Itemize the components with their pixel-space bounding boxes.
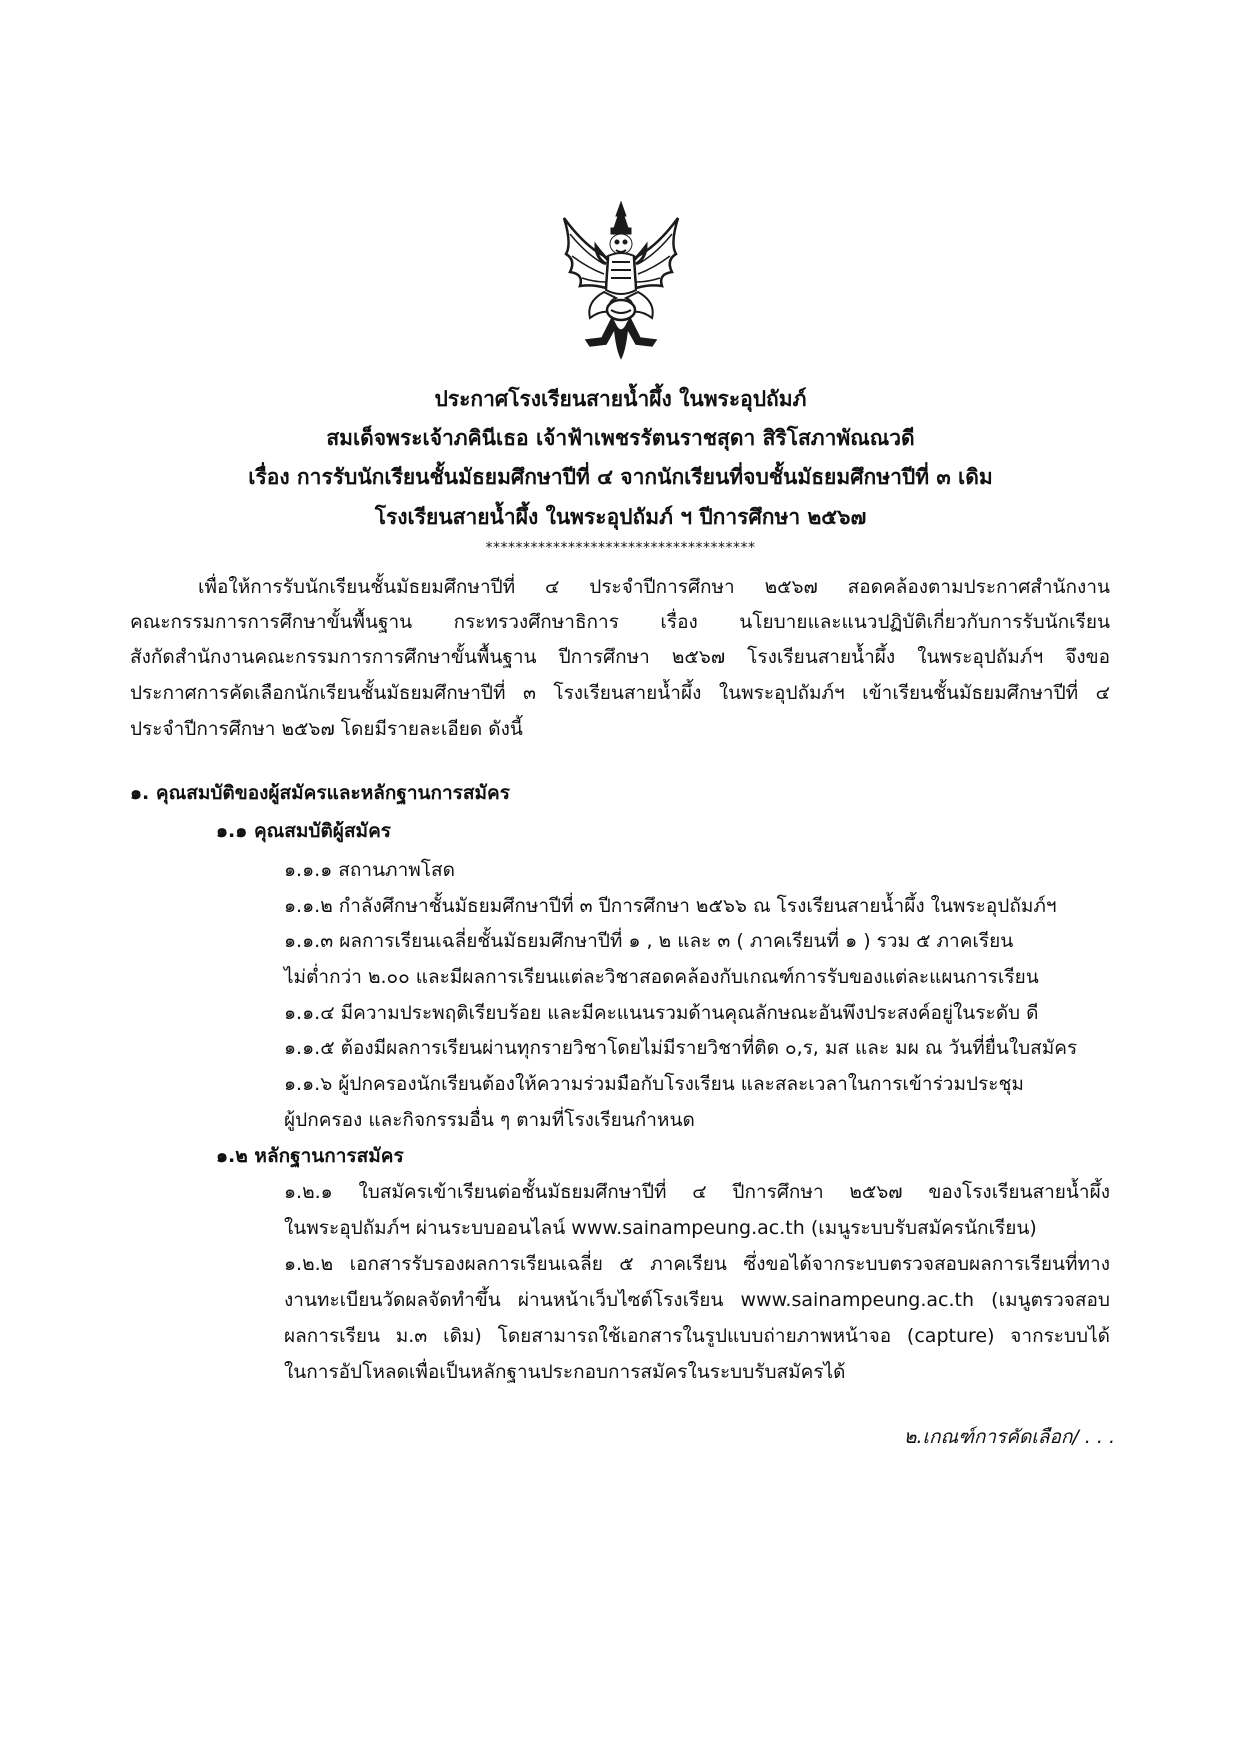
header-line-4: โรงเรียนสายน้ำผึ้ง ในพระอุปถัมภ์ ฯ ปีการศึกษา ๒๕๖๗	[374, 505, 867, 529]
qualification-3b: ไม่ต่ำกว่า ๒.๐๐ และมีผลการเรียนแต่ละวิชาสอดคล้องกับเกณฑ์การรับของแต่ละแผนการเรียน	[284, 966, 1039, 988]
evidence-2a: ๑.๒.๒ เอกสารรับรองผลการเรียนเฉลี่ย ๕ ภาคเรียน ซึ่งขอได้จากระบบตรวจสอบผลการเรียนที่ทาง	[284, 1253, 1110, 1275]
subsection-1-2-title: ๑.๒ หลักฐานการสมัคร	[216, 1145, 404, 1167]
intro-line-1: เพื่อให้การรับนักเรียนชั้นมัธยมศึกษาปีที่ ๔ ประจำปีการศึกษา ๒๕๖๗ สอดคล้องตามประกาศสำนักงาน	[198, 576, 1110, 598]
evidence-2d: ในการอัปโหลดเพื่อเป็นหลักฐานประกอบการสมัครในระบบรับสมัครได้	[284, 1361, 846, 1383]
header-line-1: ประกาศโรงเรียนสายน้ำผึ้ง ในพระอุปถัมภ์	[434, 387, 807, 411]
intro-line-5: ประจำปีการศึกษา ๒๕๖๗ โดยมีรายละเอียด ดังนี้	[130, 718, 523, 740]
intro-line-2: คณะกรรมการการศึกษาขั้นพื้นฐาน กระทรวงศึกษาธิการ เรื่อง นโยบายและแนวปฏิบัติเกี่ยวกับการรับนักเรียน	[130, 611, 1110, 633]
header-line-3: เรื่อง การรับนักเรียนชั้นมัธยมศึกษาปีที่ ๔ จากนักเรียนที่จบชั้นมัธยมศึกษาปีที่ ๓ เดิม	[248, 465, 993, 489]
intro-line-3: สังกัดสำนักงานคณะกรรมการการศึกษาขั้นพื้นฐาน ปีการศึกษา ๒๕๖๗ โรงเรียนสายน้ำผึ้ง ในพระอุปถัมภ์ฯ จึงขอ	[130, 646, 1110, 668]
garuda-emblem-icon	[556, 198, 686, 360]
intro-line-4: ประกาศการคัดเลือกนักเรียนชั้นมัธยมศึกษาปีที่ ๓ โรงเรียนสายน้ำผึ้ง ในพระอุปถัมภ์ฯ เข้าเรียนชั้นมัธยมศึกษาปีที่ ๔	[130, 682, 1110, 704]
header-line-2: สมเด็จพระเจ้าภคินีเธอ เจ้าฟ้าเพชรรัตนราชสุดา สิริโสภาพัณณวดี	[326, 426, 915, 450]
subsection-1-1-title: ๑.๑ คุณสมบัติผู้สมัคร	[216, 820, 391, 842]
qualification-5: ๑.๑.๕ ต้องมีผลการเรียนผ่านทุกรายวิชาโดยไม่มีรายวิชาที่ติด ๐,ร, มส และ มผ ณ วันที่ยื่นใบสมัคร	[284, 1037, 1078, 1059]
evidence-1b: ในพระอุปถัมภ์ฯ ผ่านระบบออนไลน์ www.sainampeung.ac.th (เมนูระบบรับสมัครนักเรียน)	[284, 1217, 1037, 1239]
qualification-2: ๑.๑.๒ กำลังศึกษาชั้นมัธยมศึกษาปีที่ ๓ ปีการศึกษา ๒๕๖๖ ณ โรงเรียนสายน้ำผึ้ง ในพระอุปถัมภ์ฯ	[284, 895, 1057, 917]
qualification-3a: ๑.๑.๓ ผลการเรียนเฉลี่ยชั้นมัธยมศึกษาปีที่ ๑ , ๒ และ ๓ ( ภาคเรียนที่ ๑ ) รวม ๕ ภาคเรียน	[284, 930, 1014, 952]
evidence-2b: งานทะเบียนวัดผลจัดทำขึ้น ผ่านหน้าเว็บไซต์โรงเรียน www.sainampeung.ac.th (เมนูตรวจสอบ	[284, 1289, 1110, 1311]
section-1-title: ๑. คุณสมบัติของผู้สมัครและหลักฐานการสมัคร	[130, 782, 510, 804]
evidence-2c: ผลการเรียน ม.๓ เดิม) โดยสามารถใช้เอกสารในรูปแบบถ่ายภาพหน้าจอ (capture) จากระบบได้	[284, 1325, 1110, 1347]
qualification-4: ๑.๑.๔ มีความประพฤติเรียบร้อย และมีคะแนนรวมด้านคุณลักษณะอันพึงประสงค์อยู่ในระดับ ดี	[284, 1002, 1039, 1024]
continued-next-page: ๒.เกณฑ์การคัดเลือก/ . . .	[903, 1426, 1115, 1448]
qualification-6a: ๑.๑.๖ ผู้ปกครองนักเรียนต้องให้ความร่วมมือกับโรงเรียน และสละเวลาในการเข้าร่วมประชุม	[284, 1073, 1024, 1095]
evidence-1a: ๑.๒.๑ ใบสมัครเข้าเรียนต่อชั้นมัธยมศึกษาปีที่ ๔ ปีการศึกษา ๒๕๖๗ ของโรงเรียนสายน้ำผึ้ง	[284, 1181, 1110, 1203]
qualification-1: ๑.๑.๑ สถานภาพโสด	[284, 859, 455, 881]
separator-stars: ************************************	[485, 540, 756, 556]
qualification-6b: ผู้ปกครอง และกิจกรรมอื่น ๆ ตามที่โรงเรียนกำหนด	[284, 1109, 695, 1131]
